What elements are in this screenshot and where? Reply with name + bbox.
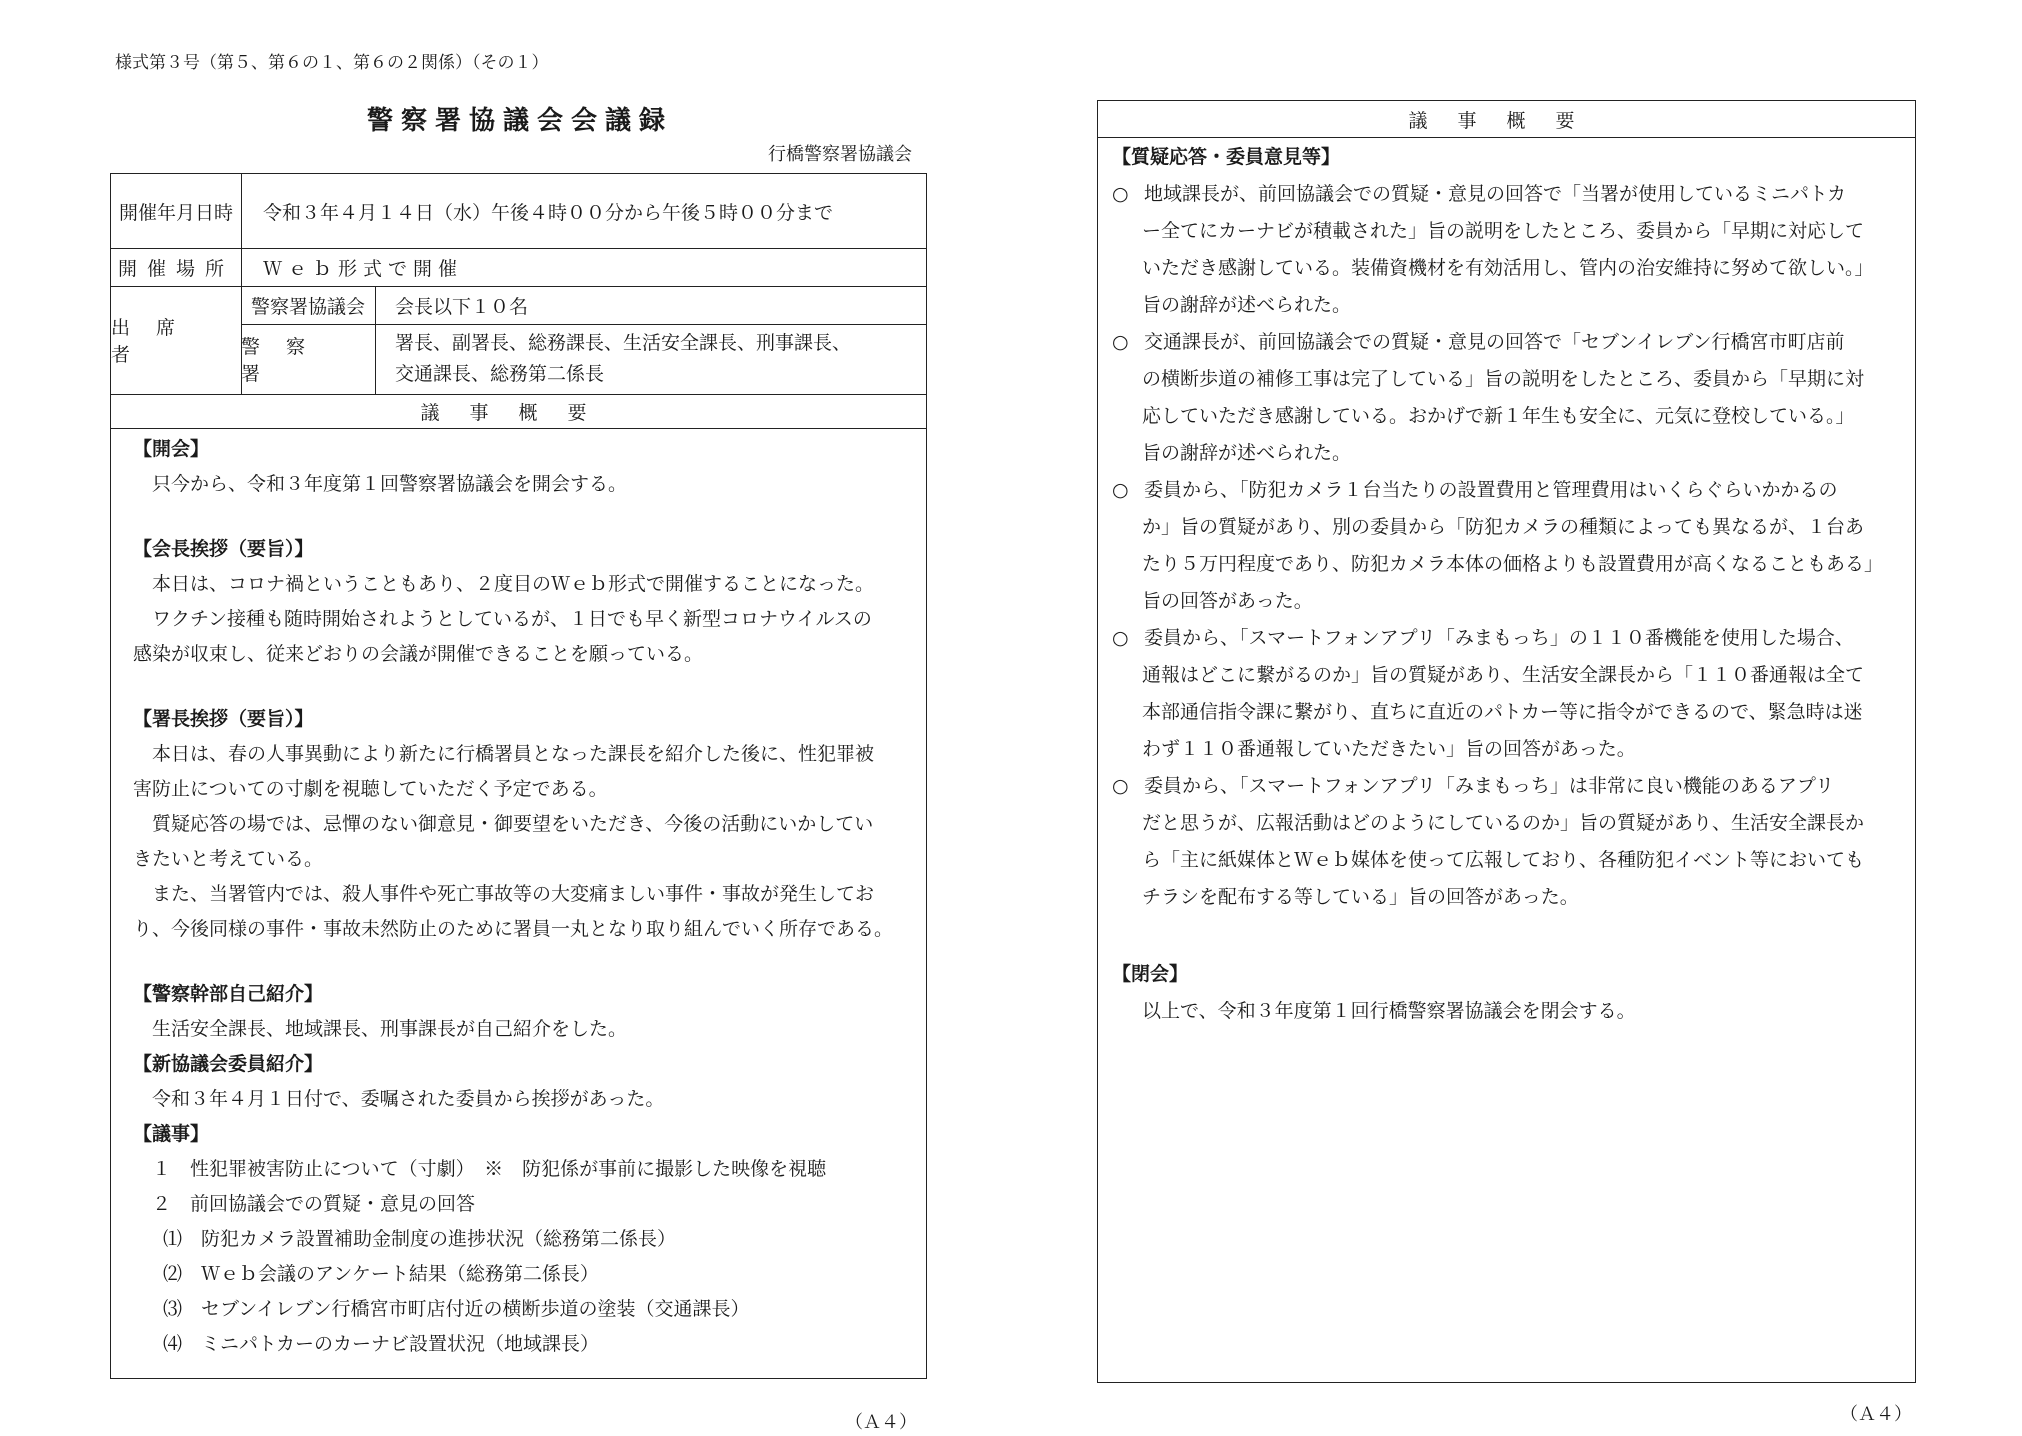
- chief-greeting-text: また、当署管内では、殺人事件や死亡事故等の大変痛ましい事件・事故が発生してお: [152, 883, 875, 905]
- organization-name: 行橋警察署協議会: [768, 144, 912, 165]
- council-label: 警察署協議会: [250, 295, 365, 318]
- police-label: 警察署: [241, 336, 332, 385]
- document-title: 警察署協議会会議録: [366, 106, 673, 136]
- agenda-subitem: ⑶ セブンイレブン行橋宮市町店付近の横断歩道の塗装（交通課長）: [163, 1298, 750, 1320]
- chief-greeting-text: り、今後同様の事件・事故未然防止のために署員一丸となり取り組んでいく所存である。: [133, 918, 894, 940]
- right-minutes-table: [1097, 100, 1916, 1383]
- qa-text: チラシを配布する等している」旨の回答があった。: [1142, 886, 1579, 908]
- left-summary-body: [133, 432, 908, 1362]
- police-attendees-line-2: 交通課長、総務第二係長: [395, 363, 605, 385]
- qa-text: だと思うが、広報活動はどのようにしているのか」旨の質疑があり、生活安全課長か: [1142, 812, 1865, 834]
- place-label: 開催場所: [117, 257, 234, 280]
- qa-text: 委員から、「スマートフォンアプリ「みまもっち」は非常に良い機能のあるアプリ: [1144, 775, 1835, 797]
- row-divider: [1098, 137, 1915, 138]
- summary-header: 議事概要: [420, 401, 617, 424]
- executive-intro-heading: 【警察幹部自己紹介】: [133, 983, 324, 1005]
- chief-greeting-text: 質疑応答の場では、忌憚のない御意見・御要望をいただき、今後の活動にいかしてい: [152, 813, 874, 835]
- qa-text: ら「主に紙媒体とＷｅｂ媒体を使って広報しており、各種防犯イベント等においても: [1142, 849, 1865, 871]
- opening-heading: 【開会】: [133, 438, 210, 460]
- column-divider: [375, 286, 376, 394]
- agenda-heading: 【議事】: [133, 1123, 210, 1145]
- left-minutes-table: [110, 173, 927, 1379]
- closing-text: 以上で、令和３年度第１回行橋警察署協議会を閉会する。: [1142, 1000, 1636, 1022]
- chief-greeting-heading: 【署長挨拶（要旨）】: [133, 708, 314, 730]
- qa-text: 旨の謝辞が述べられた。: [1142, 294, 1352, 316]
- chief-greeting-text: 害防止についての寸劇を視聴していただく予定である。: [133, 778, 608, 800]
- page-size-mark-left: （Ａ４）: [845, 1412, 917, 1433]
- circle-bullet-icon: ○: [1112, 627, 1129, 649]
- circle-bullet-icon: ○: [1112, 479, 1129, 501]
- qa-text: 旨の謝辞が述べられた。: [1142, 442, 1352, 464]
- qa-text: 本部通信指令課に繋がり、直ちに直近のパトカー等に指令ができるので、緊急時は迷: [1142, 701, 1863, 723]
- closing-heading: 【閉会】: [1112, 963, 1189, 985]
- qa-text: ー全てにカーナビが積載された」旨の説明をしたところ、委員から「早期に対応して: [1142, 220, 1865, 242]
- qa-text: の横断歩道の補修工事は完了している」旨の説明をしたところ、委員から「早期に対: [1142, 368, 1865, 390]
- executive-intro-text: 生活安全課長、地域課長、刑事課長が自己紹介をした。: [152, 1018, 628, 1040]
- row-divider: [111, 428, 926, 429]
- agenda-subitem: ⑴ 防犯カメラ設置補助金制度の進捗状況（総務第二係長）: [163, 1228, 677, 1250]
- member-intro-heading: 【新協議会委員紹介】: [133, 1053, 324, 1075]
- agenda-subitem: ⑵ Ｗｅｂ会議のアンケート結果（総務第二係長）: [163, 1263, 599, 1285]
- police-attendees: [395, 324, 915, 394]
- date-value: 令和３年４月１４日（水）午後４時００分から午後５時００分まで: [263, 201, 834, 224]
- qa-text: 委員から、「防犯カメラ１台当たりの設置費用と管理費用はいくらぐらいかかるの: [1144, 479, 1838, 501]
- qa-text: 旨の回答があった。: [1142, 590, 1313, 612]
- summary-header-right: 議事概要: [1408, 109, 1605, 132]
- agenda-item: １ 性犯罪被害防止について（寸劇） ※ 防犯係が事前に撮影した映像を視聴: [152, 1158, 827, 1180]
- qa-text: か」旨の質疑があり、別の委員から「防犯カメラの種類によっても異なるが、１台あ: [1142, 516, 1865, 538]
- date-label: 開催年月日時: [118, 201, 233, 224]
- qa-entry: [1112, 176, 1899, 213]
- attendees-label: 出席者: [111, 317, 202, 366]
- chair-greeting-text: 本日は、コロナ禍ということもあり、２度目のＷｅｂ形式で開催することになった。: [152, 573, 875, 595]
- chief-greeting-text: きたいと考えている。: [133, 848, 324, 870]
- agenda-item: ２ 前回協議会での質疑・意見の回答: [152, 1193, 476, 1215]
- qa-text: 交通課長が、前回協議会での質疑・意見の回答で「セブンイレブン行橋宮市町店前: [1144, 331, 1845, 353]
- chief-greeting-text: 本日は、春の人事異動により新たに行橋署員となった課長を紹介した後に、性犯罪被: [152, 743, 875, 765]
- circle-bullet-icon: ○: [1112, 775, 1129, 797]
- circle-bullet-icon: ○: [1112, 331, 1129, 353]
- qa-entry: [1112, 768, 1899, 805]
- qa-text: いただき感謝している。装備資機材を有効活用し、管内の治安維持に努めて欲しい。」: [1142, 257, 1874, 279]
- form-identifier: 様式第３号（第５、第６の１、第６の２関係）（その１）: [115, 53, 549, 73]
- qa-text: 委員から、「スマートフォンアプリ「みまもっち」の１１０番機能を使用した場合、: [1144, 627, 1854, 649]
- council-value: 会長以下１０名: [395, 295, 529, 318]
- qa-text: 応していただき感謝している。おかげで新１年生も安全に、元気に登校している。」: [1142, 405, 1855, 427]
- chair-greeting-text: ワクチン接種も随時開始されようとしているが、１日でも早く新型コロナウイルスの: [152, 608, 872, 630]
- qa-entry: [1112, 324, 1899, 361]
- page-size-mark-right: （Ａ４）: [1840, 1404, 1912, 1425]
- qa-text: 地域課長が、前回協議会での質疑・意見の回答で「当署が使用しているミニパトカ: [1144, 183, 1847, 205]
- agenda-subitem: ⑷ ミニパトカーのカーナビ設置状況（地域課長）: [163, 1333, 600, 1355]
- place-value: Ｗｅｂ形式で開催: [263, 257, 464, 280]
- member-intro-text: 令和３年４月１日付で、委嘱された委員から挨拶があった。: [152, 1088, 665, 1110]
- qa-text: たり５万円程度であり、防犯カメラ本体の価格よりも設置費用が高くなることもある」: [1142, 553, 1884, 575]
- circle-bullet-icon: ○: [1112, 183, 1129, 205]
- qa-entry: [1112, 472, 1899, 509]
- qa-heading: 【質疑応答・委員意見等】: [1112, 146, 1341, 168]
- qa-text: 通報はどこに繋がるのか」旨の質疑があり、生活安全課長から「１１０番通報は全て: [1142, 664, 1865, 686]
- qa-text: わず１１０番通報していただきたい」旨の回答があった。: [1142, 738, 1636, 760]
- chair-greeting-heading: 【会長挨拶（要旨）】: [133, 538, 314, 560]
- chair-greeting-text: 感染が収束し、従来どおりの会議が開催できることを願っている。: [133, 643, 704, 665]
- police-attendees-line-1: 署長、副署長、総務課長、生活安全課長、刑事課長、: [395, 332, 852, 354]
- opening-text: 只今から、令和３年度第１回警察署協議会を開会する。: [152, 473, 628, 495]
- right-summary-body: [1112, 139, 1899, 1030]
- qa-entry: [1112, 620, 1899, 657]
